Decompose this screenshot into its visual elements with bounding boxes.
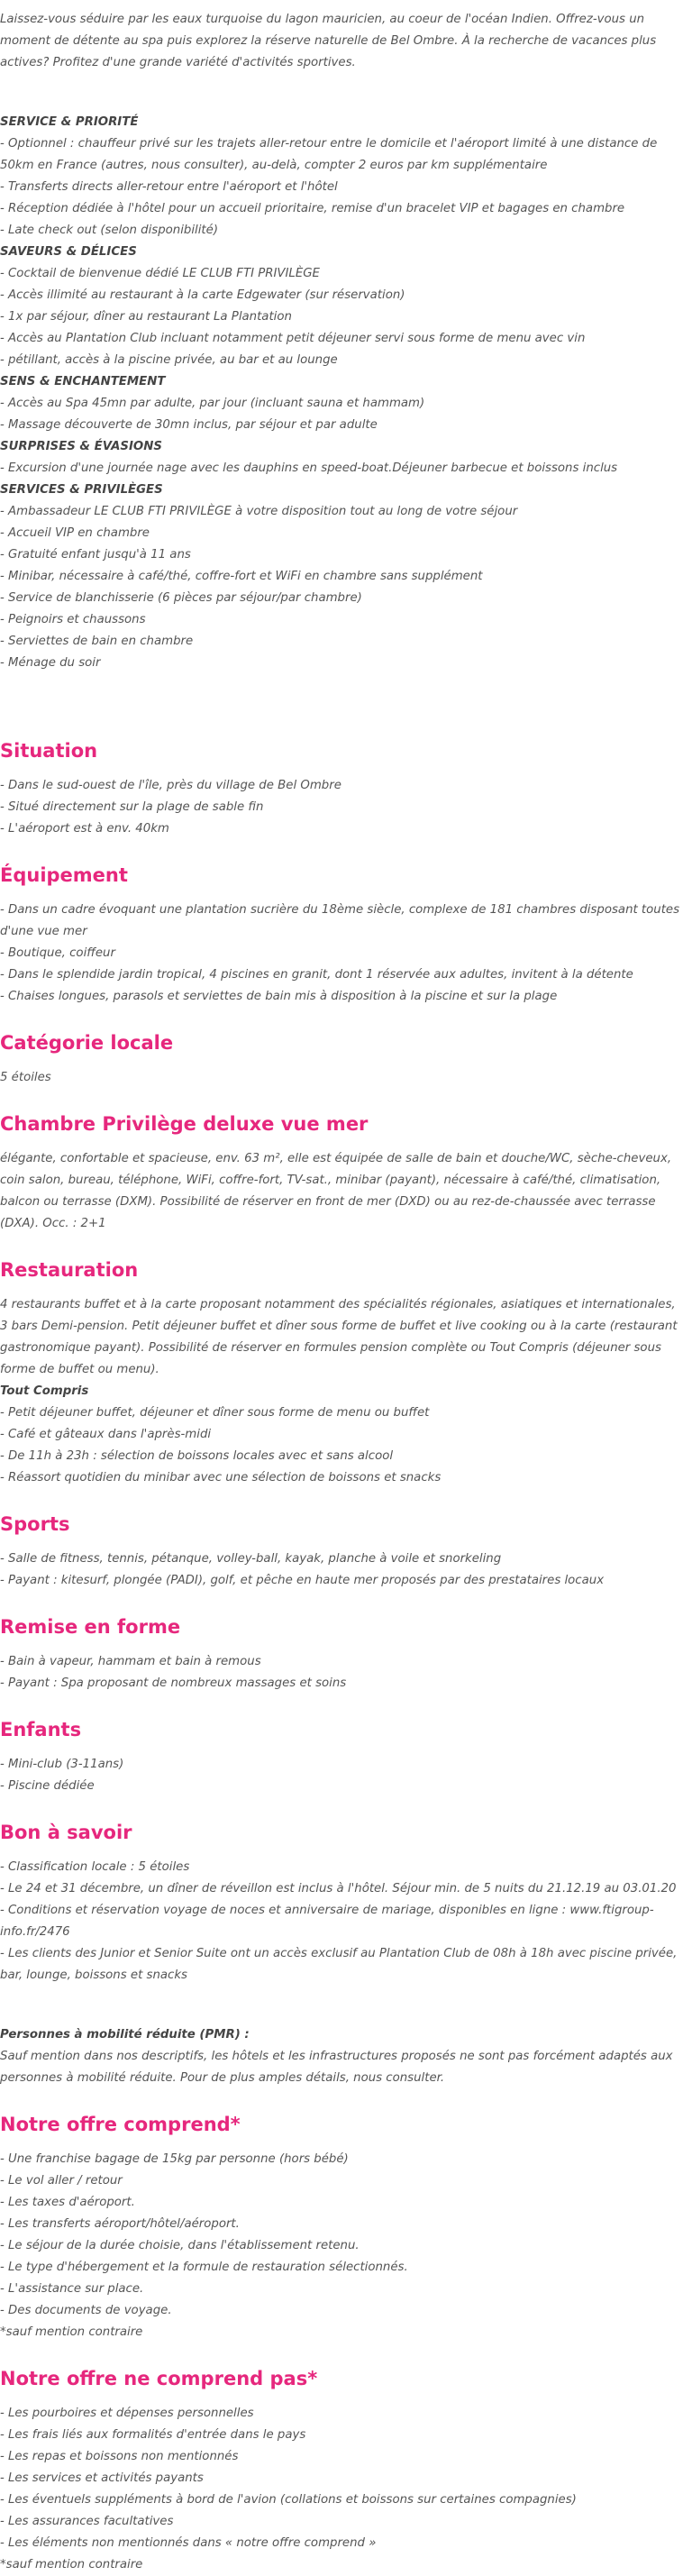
perk-item: - Late check out (selon disponibilité) <box>0 224 219 237</box>
perk-group-title: SERVICES & PRIVILÈGES <box>0 483 163 497</box>
list-item: - Dans le sud-ouest de l'île, près du village de Bel Ombre <box>0 779 342 792</box>
perk-group <box>0 242 683 371</box>
list-item: - Salle de fitness, tennis, pétanque, volley-ball, kayak, planche à voile et snorkeling <box>0 1552 502 1566</box>
perk-group-title: SURPRISES & ÉVASIONS <box>0 440 162 453</box>
perk-item: - Massage découverte de 30mn inclus, par séjour et par adulte <box>0 418 378 432</box>
chambre-section <box>0 1112 683 1235</box>
list-item: - Situé directement sur la plage de sable fin <box>0 800 264 814</box>
list-item: - Les clients des Junior et Senior Suite ont un accès exclusif au Plantation Club de 08h à 18h avec piscine privée, bar, lounge, boissons et snacks <box>0 1947 678 1982</box>
hotel-description-page <box>0 9 683 2576</box>
perk-item: - pétillant, accès à la piscine privée, au bar et au lounge <box>0 353 338 367</box>
section-title: Situation <box>0 740 98 762</box>
perk-item: - Cocktail de bienvenue dédié LE CLUB FTI PRIVILÈGE <box>0 267 320 280</box>
list-item: - Les éventuels suppléments à bord de l'avion (collations et boissons sur certaines compagnies) <box>0 2493 577 2507</box>
list-item: - Les transferts aéroport/hôtel/aéroport. <box>0 2217 240 2231</box>
list-item: - Le séjour de la durée choisie, dans l'établissement retenu. <box>0 2239 360 2252</box>
section-title: Restauration <box>0 1259 139 1281</box>
section-title: Sports <box>0 1513 70 1535</box>
list-item: - Les services et activités payants <box>0 2471 204 2485</box>
section-text: 5 étoiles <box>0 1071 51 1084</box>
section-text: 4 restaurants buffet et à la carte proposant notamment des spécialités régionales, asiatiques et internationales, 3 bars Demi-pension. Petit déjeuner buffet et dîner sous forme de buffet et live cooking ou à la carte (restaurant gastronomique payant). Possibilité de réserver en formules pension complète ou Tout Compris (déjeuner sous forme de buffet ou menu). <box>0 1298 678 1376</box>
list-item: - Petit déjeuner buffet, déjeuner et dîner sous forme de menu ou buffet <box>0 1406 430 1420</box>
intro-text: Laissez-vous séduire par les eaux turquoise du lagon mauricien, au coeur de l'océan Indien. Offrez-vous un moment de détente au spa puis explorez la réserve naturelle de Bel Ombre. À la recherche de vacances plus actives? Profitez d'une grande variété d'activités sportives. <box>0 13 657 69</box>
enfants-section <box>0 1718 683 1797</box>
perk-group-title: SERVICE & PRIORITÉ <box>0 115 139 129</box>
situation-section <box>0 739 683 840</box>
perk-group <box>0 480 683 674</box>
perk-group-title: SAVEURS & DÉLICES <box>0 245 137 259</box>
perk-item: - Ambassadeur LE CLUB FTI PRIVILÈGE à votre disposition tout au long de votre séjour <box>0 505 518 518</box>
offre-ne-comprend-pas-section <box>0 2367 683 2576</box>
perk-item: - Peignoirs et chaussons <box>0 613 146 626</box>
list-item: - De 11h à 23h : sélection de boissons locales avec et sans alcool <box>0 1449 394 1463</box>
equipement-section <box>0 863 683 1008</box>
list-item: - Les éléments non mentionnés dans « notre offre comprend » <box>0 2536 377 2550</box>
perk-item: - Transferts directs aller-retour entre l'aéroport et l'hôtel <box>0 180 338 194</box>
list-item: - Des documents de voyage. <box>0 2304 172 2317</box>
section-title: Remise en forme <box>0 1616 181 1638</box>
list-item: - Une franchise bagage de 15kg par personne (hors bébé) <box>0 2152 349 2166</box>
perk-group <box>0 371 683 436</box>
forme-section <box>0 1615 683 1694</box>
list-item: - Dans le splendide jardin tropical, 4 piscines en granit, dont 1 réservée aux adultes, invitent à la détente <box>0 968 633 982</box>
bon-a-savoir-section <box>0 1821 683 2089</box>
list-item: - Réassort quotidien du minibar avec une sélection de boissons et snacks <box>0 1471 442 1484</box>
section-title: Catégorie locale <box>0 1032 174 1054</box>
list-item: - Boutique, coiffeur <box>0 946 115 960</box>
sports-section <box>0 1512 683 1592</box>
perk-group <box>0 112 683 242</box>
section-title: Bon à savoir <box>0 1822 132 1843</box>
perk-item: - Service de blanchisserie (6 pièces par séjour/par chambre) <box>0 591 362 605</box>
section-subtitle: Tout Compris <box>0 1384 89 1398</box>
perk-item: - Réception dédiée à l'hôtel pour un accueil prioritaire, remise d'un bracelet VIP et bagages en chambre <box>0 202 625 215</box>
list-item: - Le vol aller / retour <box>0 2174 123 2188</box>
perk-item: - Serviettes de bain en chambre <box>0 635 194 648</box>
perk-item: - Excursion d'une journée nage avec les dauphins en speed-boat.Déjeuner barbecue et boissons inclus <box>0 461 618 475</box>
section-title: Notre offre ne comprend pas* <box>0 2368 318 2389</box>
list-item: - Les pourboires et dépenses personnelles <box>0 2407 254 2420</box>
perk-item: - Minibar, nécessaire à café/thé, coffre-fort et WiFi en chambre sans supplément <box>0 570 483 583</box>
list-item: - Mini-club (3-11ans) <box>0 1758 124 1771</box>
list-item: - Dans un cadre évoquant une plantation sucrière du 18ème siècle, complexe de 181 chambres disposant toutes d'une vue mer <box>0 903 680 938</box>
list-item: - Le type d'hébergement et la formule de restauration sélectionnés. <box>0 2261 408 2274</box>
perk-item: - Accès au Spa 45mn par adulte, par jour (incluant sauna et hammam) <box>0 397 425 410</box>
perks-section <box>0 112 683 674</box>
list-item: - Les frais liés aux formalités d'entrée dans le pays <box>0 2428 306 2442</box>
perk-item: - Gratuité enfant jusqu'à 11 ans <box>0 548 191 562</box>
perk-item: - 1x par séjour, dîner au restaurant La Plantation <box>0 310 292 324</box>
section-title: Chambre Privilège deluxe vue mer <box>0 1113 369 1135</box>
footnote: *sauf mention contraire <box>0 2558 143 2571</box>
perk-item: - Optionnel : chauffeur privé sur les trajets aller-retour entre le domicile et l'aéroport limité à une distance de 50km en France (autres, nous consulter), au-delà, compter 2 euros par km supplémentaire <box>0 137 658 172</box>
list-item: - Chaises longues, parasols et serviettes de bain mis à disposition à la piscine et sur la plage <box>0 990 558 1003</box>
list-item: - Les repas et boissons non mentionnés <box>0 2450 239 2463</box>
section-title: Équipement <box>0 864 128 886</box>
list-item: - Les assurances facultatives <box>0 2515 174 2528</box>
perk-item: - Accès illimité au restaurant à la carte Edgewater (sur réservation) <box>0 288 405 302</box>
list-item: - Payant : Spa proposant de nombreux massages et soins <box>0 1676 347 1690</box>
perk-item: - Accueil VIP en chambre <box>0 526 150 540</box>
list-item: - Payant : kitesurf, plongée (PADI), golf, et pêche en haute mer proposés par des prestataires locaux <box>0 1574 605 1587</box>
perk-item: - Accès au Plantation Club incluant notamment petit déjeuner servi sous forme de menu avec vin <box>0 332 586 345</box>
list-item: - Classification locale : 5 étoiles <box>0 1860 190 1874</box>
list-item: - Bain à vapeur, hammam et bain à remous <box>0 1655 261 1668</box>
list-item: - Conditions et réservation voyage de noces et anniversaire de mariage, disponibles en ligne : www.ftigroup-info.fr/2476 <box>0 1904 654 1939</box>
perk-group-title: SENS & ENCHANTEMENT <box>0 375 166 388</box>
restauration-section <box>0 1258 683 1489</box>
footnote: *sauf mention contraire <box>0 2325 143 2339</box>
section-title: Enfants <box>0 1719 82 1740</box>
pmr-text: Sauf mention dans nos descriptifs, les hôtels et les infrastructures proposés ne sont pas forcément adaptés aux personnes à mobilité réduite. Pour de plus amples détails, nous consulter. <box>0 2050 673 2085</box>
list-item: - L'aéroport est à env. 40km <box>0 822 169 836</box>
list-item: - Les taxes d'aéroport. <box>0 2196 135 2209</box>
section-text: élégante, confortable et spacieuse, env. 63 m², elle est équipée de salle de bain et douche/WC, sèche-cheveux, coin salon, bureau, téléphone, WiFi, coffre-fort, TV-sat., minibar (payant), nécessaire à café/thé, climatisation, balcon ou terrasse (DXM). Possibilité de réserver en front de mer (DXD) ou au rez-de-chaussée avec terrasse (DXA). Occ. : 2+1 <box>0 1152 672 1230</box>
list-item: - L'assistance sur place. <box>0 2282 144 2296</box>
list-item: - Café et gâteaux dans l'après-midi <box>0 1428 212 1441</box>
section-title: Notre offre comprend* <box>0 2114 241 2135</box>
perk-group <box>0 436 683 480</box>
offre-comprend-section <box>0 2113 683 2343</box>
perk-item: - Ménage du soir <box>0 656 101 670</box>
categorie-section <box>0 1031 683 1089</box>
list-item: - Piscine dédiée <box>0 1779 95 1793</box>
pmr-title: Personnes à mobilité réduite (PMR) : <box>0 2028 250 2042</box>
list-item: - Le 24 et 31 décembre, un dîner de réveillon est inclus à l'hôtel. Séjour min. de 5 nuits du 21.12.19 au 03.01.20 <box>0 1882 677 1895</box>
